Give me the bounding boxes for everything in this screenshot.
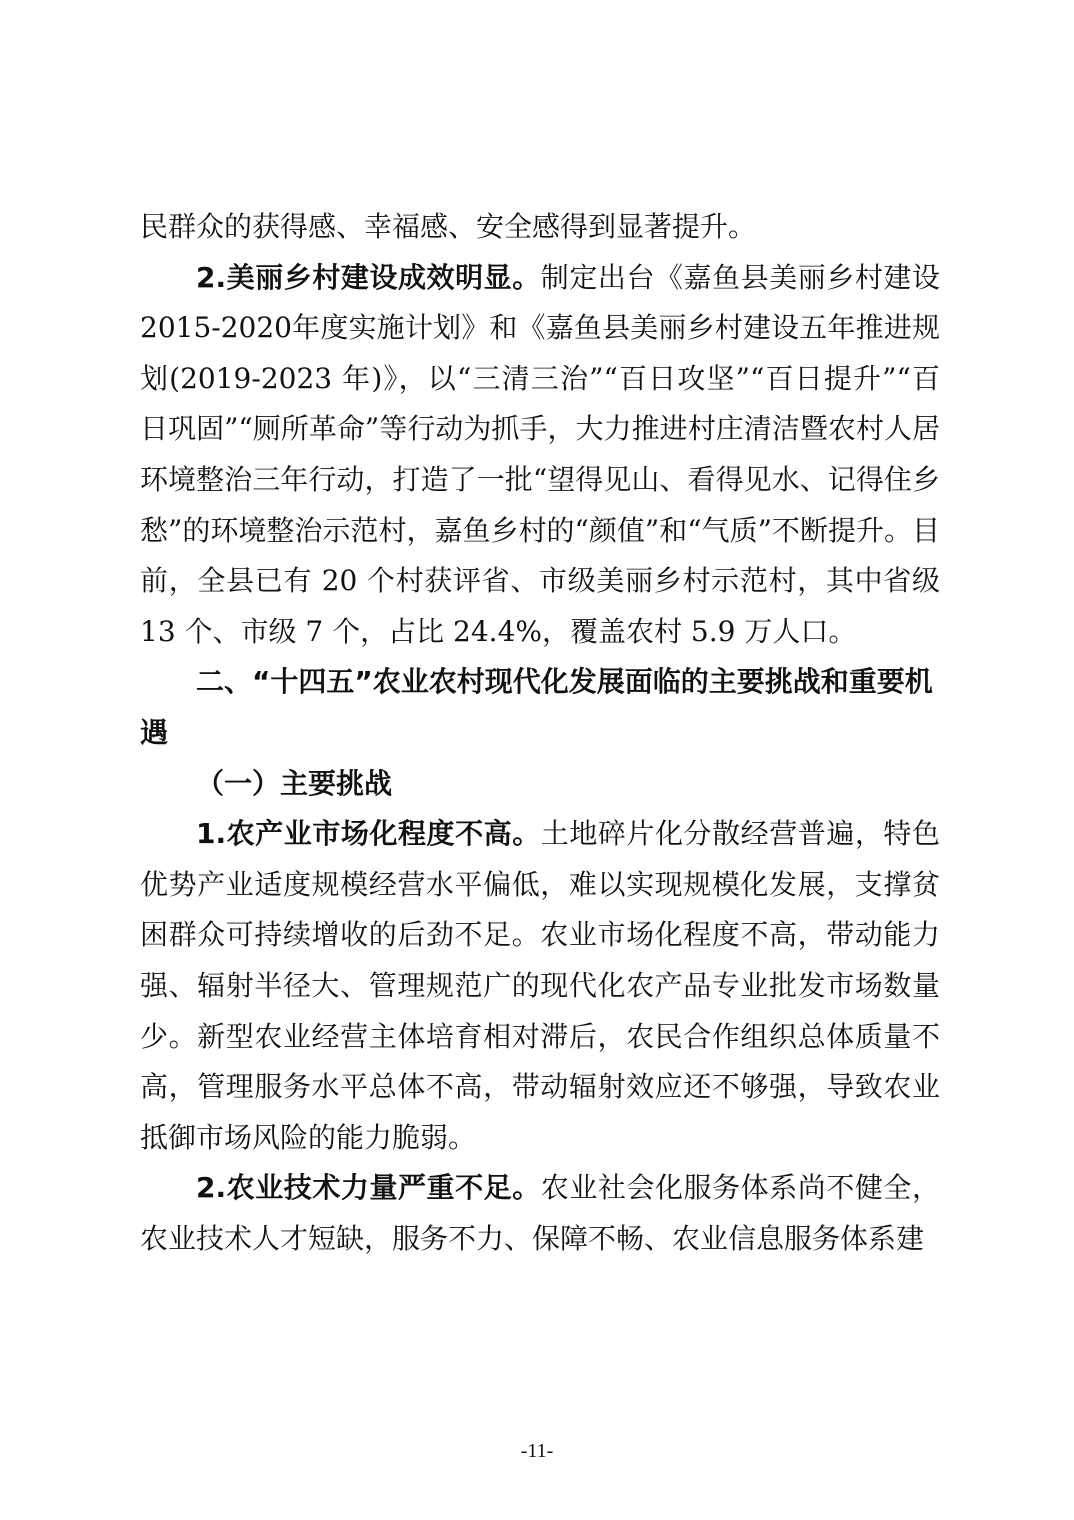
paragraph-text: 民群众的获得感、幸福感、安全感得到显著提升。 (140, 210, 757, 243)
paragraph-text: 农业社会化服务体系尚不健全，农业技术人才短缺，服务不力、保障不畅、农业信息服务体系建 (140, 1171, 940, 1255)
paragraph-challenge-technology (140, 1163, 940, 1264)
paragraph-lead: 1.农产业市场化程度不高。 (196, 817, 541, 851)
page-number: -11- (520, 1440, 554, 1462)
paragraph-text: 制定出台《嘉鱼县美丽乡村建设2015-2020年度实施计划》和《嘉鱼县美丽乡村建设五年推进规划(2019-2023 年)》，以“三清三治”“百日攻坚”“百日提升”“百日巩固”“厕所革命”等行动为抓手，大力推进村庄清洁暨农村人居环境整治三年行动，打造了一批“望得见山、看得见水、记得住乡愁”的环境整治示范村，嘉鱼乡村的“颜值”和“气质”不断提升。目前，全县已有 20 个村获评省、市级美丽乡村示范村，其中省级 13 个、市级 7 个，占比 24.4%，覆盖农村 5.9 万人口。 (140, 260, 940, 648)
section-heading: 二、“十四五”农业农村现代化发展面临的主要挑战和重要机遇 (140, 665, 933, 749)
paragraph-lead: 2.美丽乡村建设成效明显。 (196, 260, 541, 294)
paragraph-text: 土地碎片化分散经营普遍，特色优势产业适度规模经营水平偏低，难以实现规模化发展，支撑贫困群众可持续增收的后劲不足。农业市场化程度不高，带动能力强、辐射半径大、管理规范广的现代化农产品专业批发市场数量少。新型农业经营主体培育相对滞后，农民合作组织总体质量不高，管理服务水平总体不高，带动辐射效应还不够强，导致农业抵御市场风险的能力脆弱。 (140, 817, 940, 1154)
subsection-heading: （一）主要挑战 (196, 766, 393, 800)
document-body (140, 202, 940, 1264)
paragraph-continued (140, 202, 940, 253)
paragraph-beautiful-villages (140, 253, 940, 658)
paragraph-challenge-market (140, 809, 940, 1163)
paragraph-lead: 2.农业技术力量严重不足。 (196, 1171, 541, 1205)
